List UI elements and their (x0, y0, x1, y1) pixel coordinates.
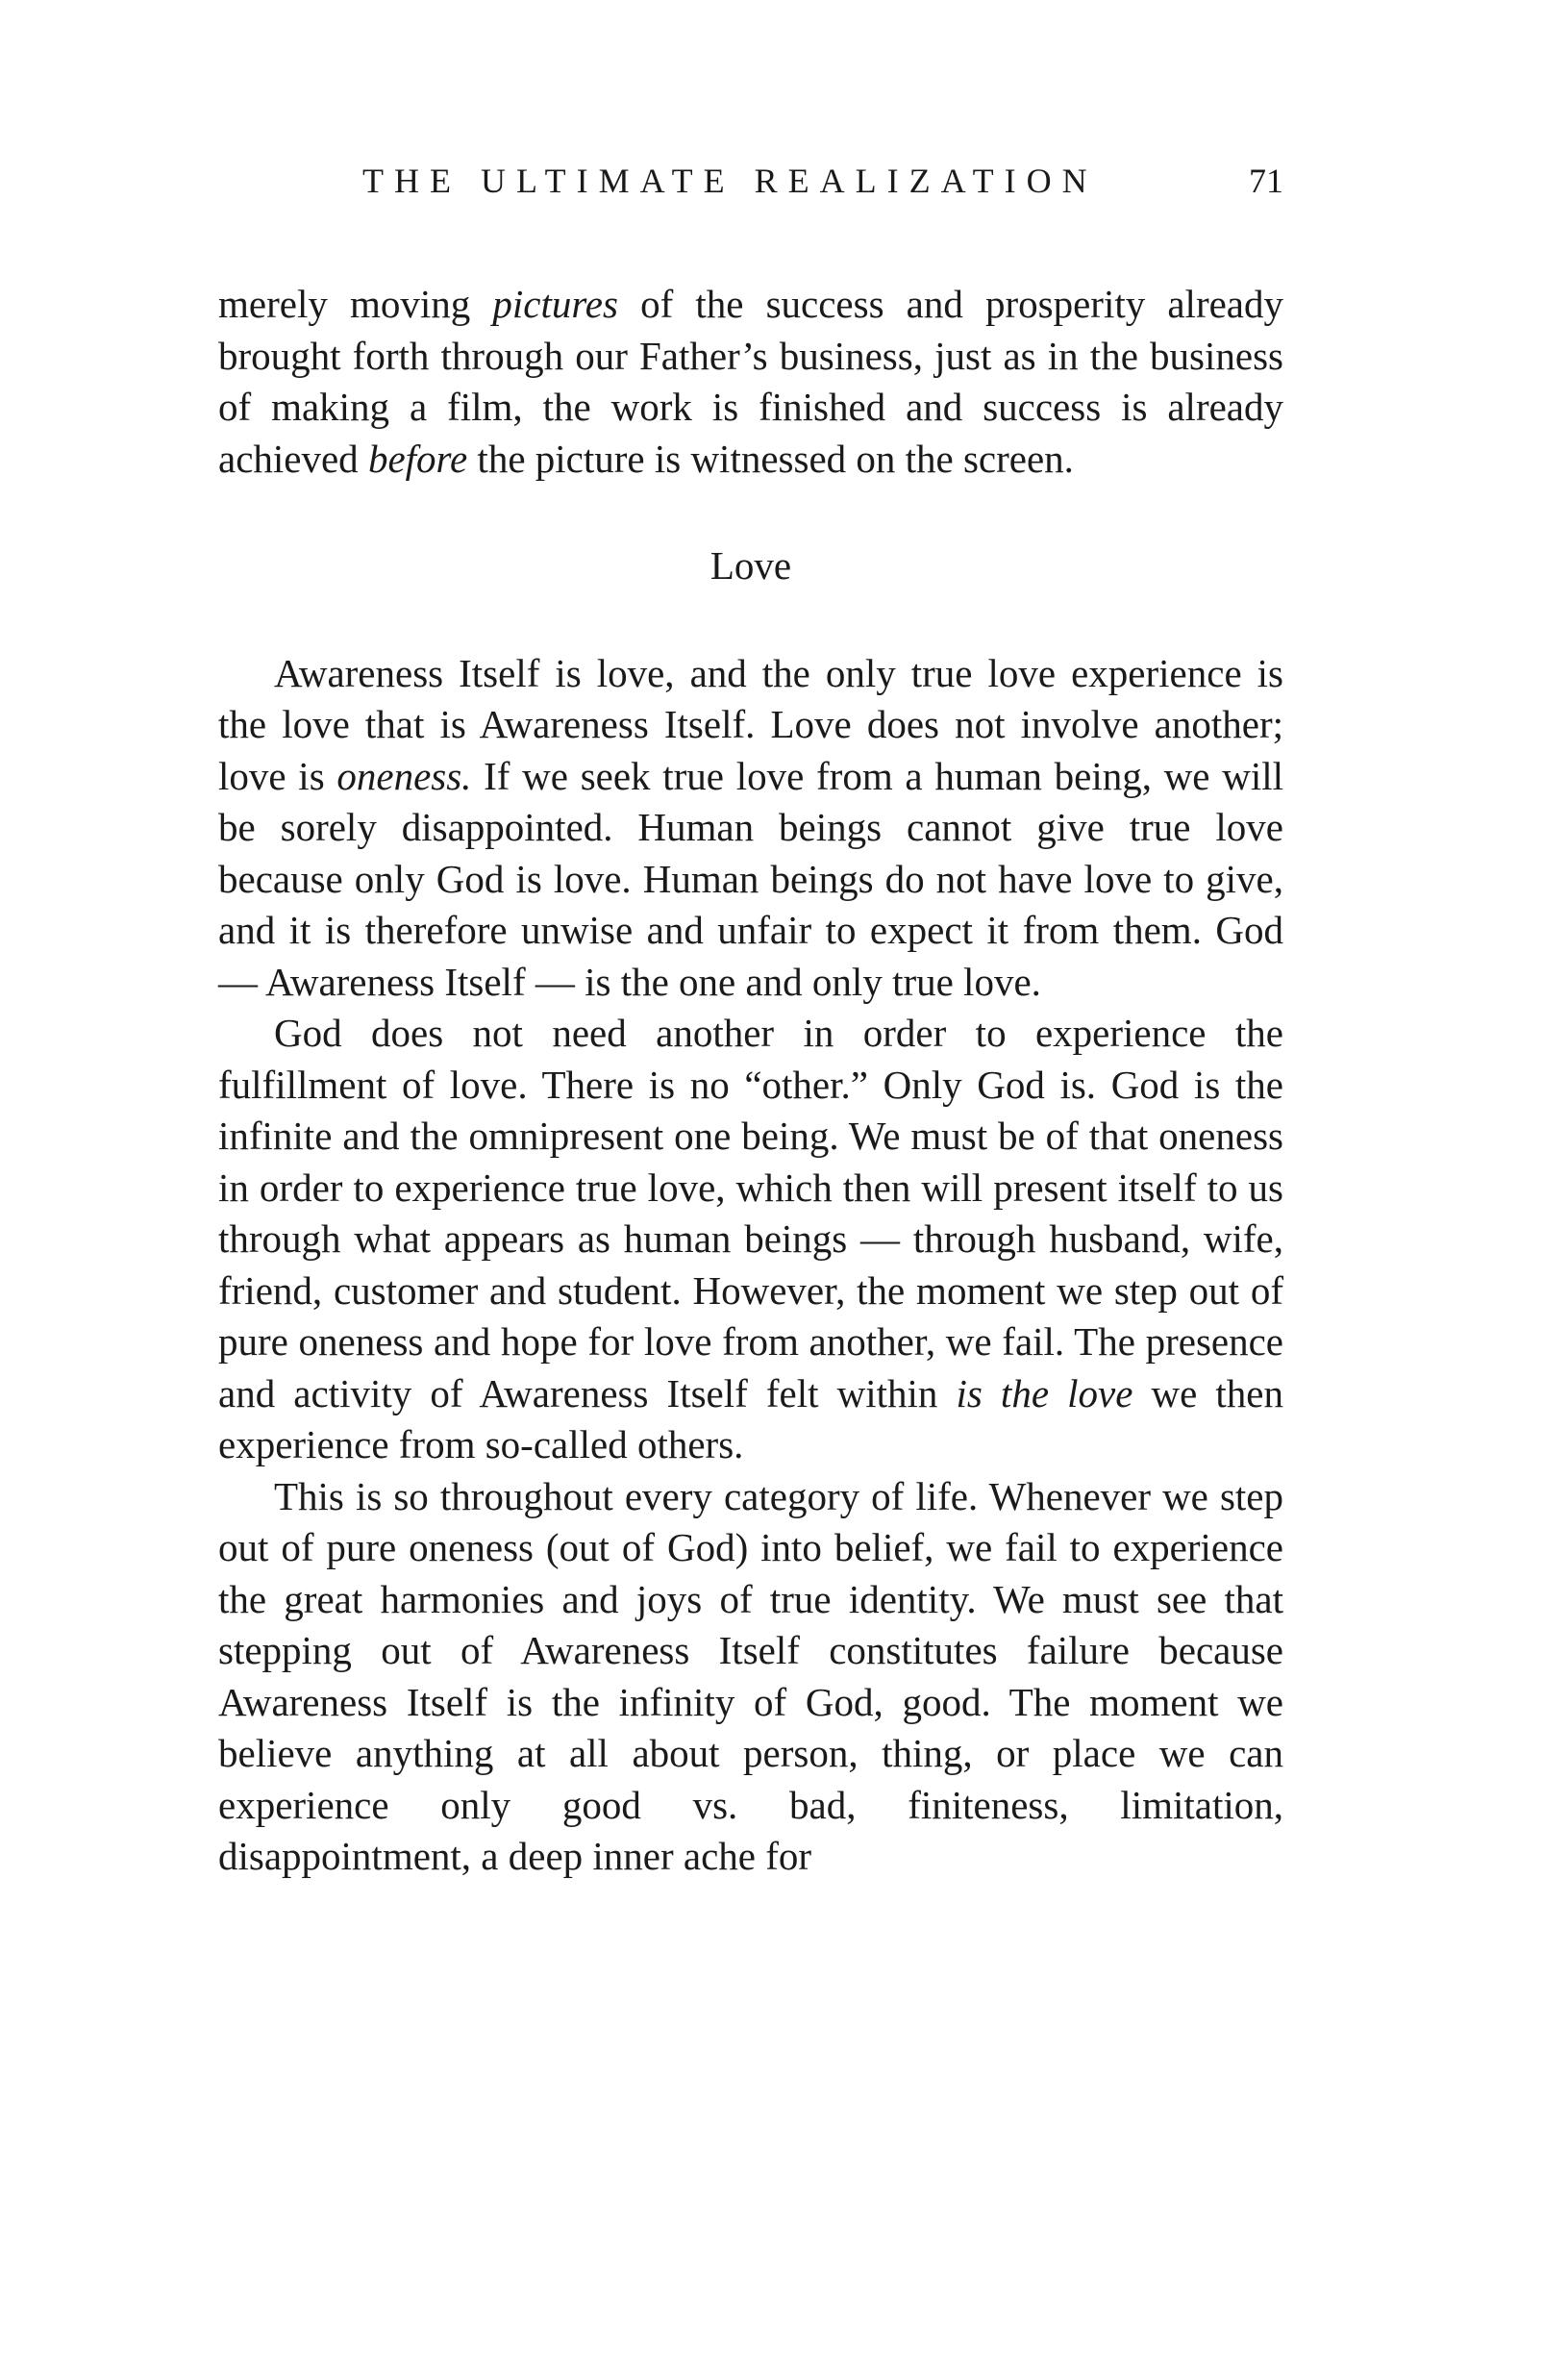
paragraph-text: we then experience from so-called others. (218, 1370, 1283, 1466)
paragraph-continued (218, 279, 1283, 485)
section-heading: Love (709, 543, 792, 588)
italic-text: oneness. (336, 753, 472, 798)
page-number: 71 (1249, 162, 1283, 200)
italic-text: pictures (492, 282, 618, 326)
page-body (218, 279, 1283, 1883)
paragraph (218, 1471, 1283, 1883)
paragraph-text: This is so throughout every category of life. Whenever we step out of pure oneness (out of God) into belief, we fail to experience the great harmonies and joys of true identity. We must see that stepping out of Awareness Itself constitutes failure because Awareness Itself is the infinity of God, good. The moment we believe anything at all about person, thing, or place we can experience only good vs. bad, finiteness, limitation, disappointment, a deep inner ache for (218, 1473, 1283, 1878)
paragraph-text: the picture is witnessed on the screen. (467, 436, 1074, 481)
paragraph-text: God does not need another in order to experience the fulfillment of love. There is no “other.” Only God is. God is the infinite and the omnipresent one being. We must be of that oneness in order to experience true love, which then will present itself to us through what appears as human beings — through husband, wife, friend, customer and student. However, the moment we step out of pure oneness and hope for love from another, we fail. The presence and activity of Awareness Itself felt within (218, 1011, 1283, 1415)
running-header (218, 162, 1283, 219)
running-title: THE ULTIMATE REALIZATION (362, 162, 1098, 200)
paragraph (218, 1008, 1283, 1471)
paragraph-text: merely moving (218, 282, 493, 326)
paragraph-text: Awareness Itself is love, and the only true love experience is the love that is Awareness Itself. Love does not involve another; love is (218, 650, 1283, 798)
italic-text: is the love (956, 1370, 1133, 1415)
italic-text: before (367, 436, 468, 481)
paragraph-text: If we seek true love from a human being, we will be sorely disappointed. Human beings cannot give true love because only God is love. Human beings do not have love to give, and it is therefore unwise and unfair to expect it from them. God — Awareness Itself — is the one and only true love. (218, 753, 1283, 1004)
paragraph (218, 648, 1283, 1009)
paragraph-text: of the success and prosperity already brought forth through our Father’s business, just as in the business of making a film, the work is finished and success is already achieved (218, 282, 1283, 481)
